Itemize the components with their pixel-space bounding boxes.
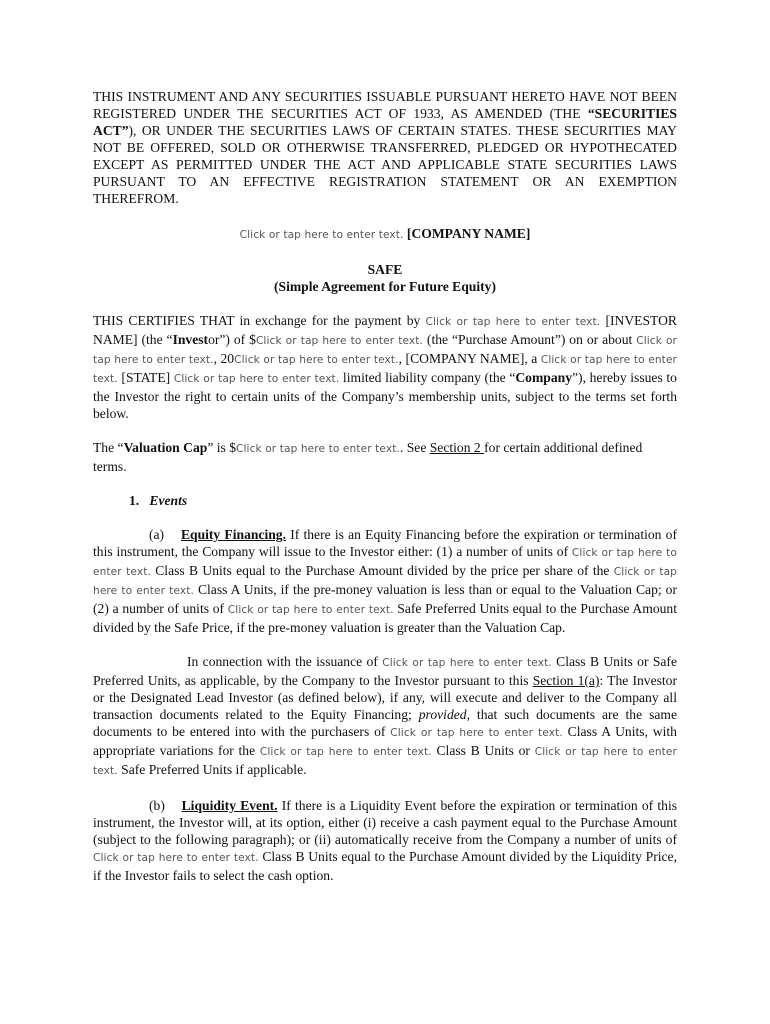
paragraph-text: In connection with the issuance of	[187, 654, 383, 669]
paragraph-text: Class A Units, with appropriate variations for the	[93, 724, 677, 758]
section-1-heading	[129, 492, 677, 509]
company-term: Company	[515, 370, 573, 385]
text-placeholder[interactable]: Click or tap here to enter text.	[239, 229, 404, 241]
legend-text: ), OR UNDER THE SECURITIES LAWS OF CERTAIN STATES. THESE SECURITIES MAY NOT BE OFFERED, SOLD OR OTHERWISE TRANSFERRED, PLEDGED OR HYPOTHECATED EXCEPT AS PERMITTED UNDER THE ACT AND APPLICABLE STATE SECURITIES LAWS PURSUANT TO AN EFFECTIVE REGISTRATION STATEMENT OR AN EXEMPTION THEREFROM.	[93, 123, 677, 206]
section-2-link[interactable]: Section 2	[429, 440, 485, 455]
securities-act-term: “SECURITIES ACT”	[93, 106, 677, 138]
text-placeholder[interactable]: Click or tap here to enter text.	[93, 566, 677, 597]
date-placeholder[interactable]: Click or tap here to enter text.	[93, 335, 677, 366]
liquidity-event-heading: Liquidity Event.	[181, 798, 278, 813]
paragraph-text: or”) of $	[208, 332, 256, 347]
legend-text: THIS INSTRUMENT AND ANY SECURITIES ISSUABLE PURSUANT HERETO HAVE NOT BEEN REGISTERED UNDER THE SECURITIES ACT OF 1933, AS AMENDED (THE	[93, 89, 677, 121]
paragraph-text: : The Investor or the Designated Lead Investor (as defined below), if any, will execute and deliver to the Company all transaction documents related to the Equity Financing;	[93, 673, 677, 722]
valuation-cap-term: Valuation Cap	[123, 440, 208, 455]
liquidity-event-paragraph	[93, 797, 677, 884]
valuation-cap-placeholder[interactable]: Click or tap here to enter text.	[236, 443, 400, 455]
text-placeholder[interactable]: Click or tap here to enter text.	[390, 727, 563, 739]
connection-paragraph	[93, 653, 677, 780]
company-header-line	[93, 225, 677, 244]
securities-legend	[93, 88, 677, 207]
text-placeholder[interactable]: Click or tap here to enter text.	[93, 547, 677, 578]
clause-label: (b)	[149, 798, 165, 813]
text-placeholder[interactable]: Click or tap here to enter text.	[93, 746, 677, 777]
purchase-amount-placeholder[interactable]: Click or tap here to enter text.	[255, 335, 423, 347]
entity-placeholder[interactable]: Click or tap here to enter text.	[173, 373, 340, 385]
year-placeholder[interactable]: Click or tap here to enter text.	[234, 354, 399, 366]
equity-financing-paragraph	[93, 526, 677, 636]
paragraph-text: [STATE]	[117, 370, 174, 385]
equity-financing-heading: Equity Financing.	[180, 527, 286, 542]
valuation-paragraph	[93, 439, 677, 475]
section-number: 1.	[129, 493, 140, 508]
paragraph-text: Class A Units, if the pre-money valuation is less than or equal to the Valuation Cap; or (2) a number of units of	[93, 582, 677, 616]
paragraph-text: If there is a Liquidity Event before the expiration or termination of this instrument, the Investor will, at its option, either (i) receive a cash payment equal to the Purchase Amount (subject to the following paragraph); or (ii) automatically receive from the Company a number of units of	[93, 798, 678, 847]
text-placeholder[interactable]: Click or tap here to enter text.	[382, 657, 552, 669]
text-placeholder[interactable]: Click or tap here to enter text.	[259, 746, 432, 758]
document-title: SAFE	[367, 262, 403, 277]
clause-label: (a)	[149, 527, 165, 542]
paragraph-text: Class B Units or Safe Preferred Units, as applicable, by the Company to the Investor pursuant to this	[93, 654, 677, 688]
paragraph-text: ”), hereby issues to the Investor the right to certain units of the Company’s membership units, subject to the terms set forth below.	[93, 370, 677, 421]
paragraph-text: limited liability company (the “	[339, 370, 516, 385]
text-placeholder[interactable]: Click or tap here to enter text.	[93, 852, 259, 864]
section-title: Events	[149, 493, 188, 508]
paragraph-text: Class B Units equal to the Purchase Amount divided by the price per share of the	[150, 563, 614, 578]
text-placeholder[interactable]: Click or tap here to enter text.	[227, 604, 394, 616]
paragraph-text: (the “Purchase Amount”) on or about	[423, 332, 637, 347]
paragraph-text: Class B Units equal to the Purchase Amount divided by the Liquidity Price, if the Investor fails to select the cash option.	[93, 849, 677, 883]
document-subtitle: (Simple Agreement for Future Equity)	[273, 279, 496, 294]
paragraph-text: ” is $	[207, 440, 237, 455]
paragraph-text: [INVESTOR NAME] (the “	[93, 313, 677, 347]
investor-term: Invest	[172, 332, 209, 347]
paragraph-text: Safe Preferred Units if applicable.	[117, 762, 307, 777]
company-name-header: [COMPANY NAME]	[406, 226, 531, 241]
provided-term: provided	[418, 707, 467, 722]
paragraph-text: . See	[399, 440, 430, 455]
paragraph-text: for certain additional defined terms.	[93, 440, 643, 474]
section-1a-link[interactable]: Section 1(a)	[532, 673, 600, 688]
paragraph-text: , that such documents are the same documents to be entered into with the purchasers of	[93, 707, 678, 739]
paragraph-text: , [COMPANY NAME], a	[398, 351, 541, 366]
paragraph-text: The “	[93, 440, 124, 455]
state-placeholder[interactable]: Click or tap here to enter text.	[93, 354, 678, 385]
document-page	[93, 88, 677, 901]
paragraph-text: If there is an Equity Financing before the expiration or termination of this instrument, the Company will issue to the Investor either: (1) a number of units of	[93, 527, 678, 559]
paragraph-text: Class B Units or	[431, 743, 535, 758]
investor-name-placeholder[interactable]: Click or tap here to enter text.	[425, 316, 601, 328]
paragraph-text: Safe Preferred Units equal to the Purchase Amount divided by the Safe Price, if the pre-money valuation is greater than the Valuation Cap.	[93, 601, 677, 635]
paragraph-text: THIS CERTIFIES THAT in exchange for the payment by	[93, 313, 426, 328]
certifies-paragraph	[93, 312, 677, 422]
paragraph-text: , 20	[213, 351, 235, 366]
